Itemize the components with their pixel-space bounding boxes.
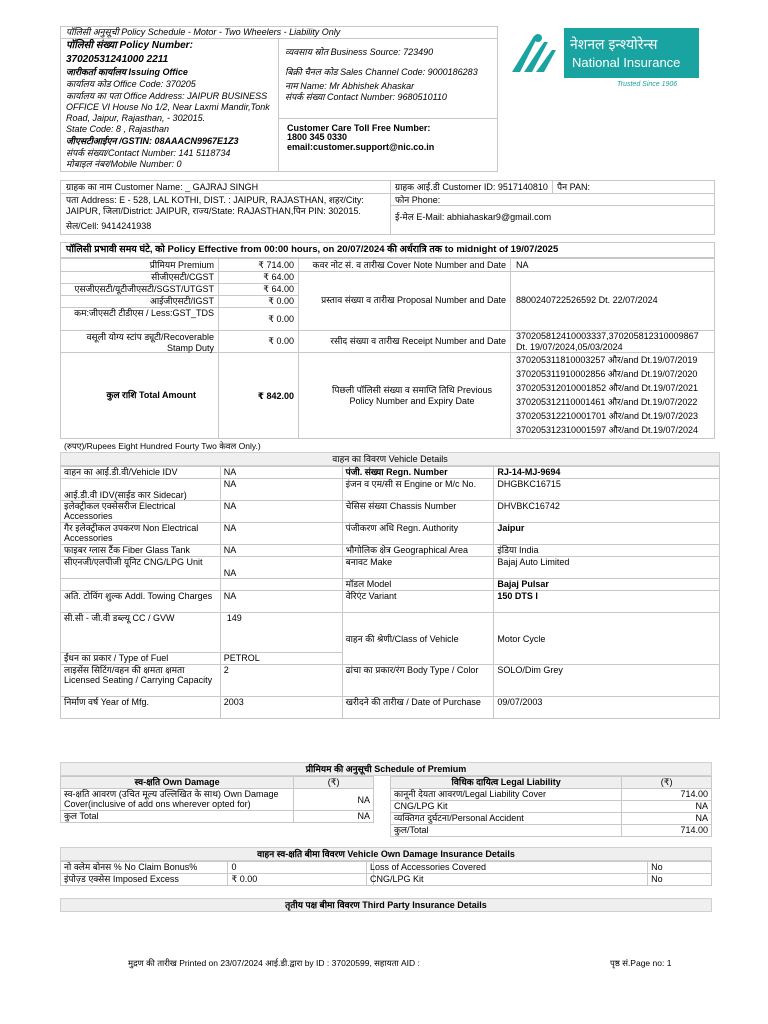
fiber-glass-tank-value: NA [220,545,342,557]
logo-english: National Insurance [572,55,681,70]
cc-gvw-value: 149 [220,613,342,653]
stamp-duty-label: वसूली योग्य स्टांप ड्यूटी/Recoverable Stamp Duty [86,332,214,353]
imposed-excess-label: इंपोज़्ड एक्सेस Imposed Excess [61,874,228,886]
office-code: कार्यालय कोड Office Code: 370205 [66,79,196,89]
amount-in-words: (रुपए)/Rupees Eight Hundred Fourty Two केवल Only.) [64,441,261,451]
office-contact-number: संपर्क संख्या/Contact Number: 141 5118734 [66,148,231,158]
issuing-office: जारीकर्ता कार्यालय Issuing Office [66,67,188,77]
regn-number-label: पंजी. संख्या Regn. Number [342,467,494,479]
body-type-label: ढांचा का प्रकार/रंग Body Type / Color [342,665,494,697]
towing-charges-value: NA [220,591,342,613]
year-of-mfg-value: 2003 [220,697,342,719]
toll-free-label: Customer Care Toll Free Number: [287,123,431,133]
make-label: बनावट Make [342,557,494,579]
gstin: जीएसटीआईएन /GSTIN: 08AAACN9967E1Z3 [66,136,239,146]
personal-accident-value: NA [622,813,712,825]
gst-tds-value: ₹ 0.00 [268,314,294,324]
third-party-title: तृतीय पक्ष बीमा विवरण Third Party Insurance Details [60,898,712,912]
previous-policy-value: 370205312310001597 और/and Dt.19/07/2024 [516,425,699,435]
vehicle-details-table [60,466,720,719]
cng-lpg-kit-value: NA [622,801,712,813]
blank-cell [220,579,342,591]
receipt-value: 370205812410003337,370205812310009867 Dt. 19/07/2024,05/03/2024 [516,331,699,352]
non-electrical-accessories-value: NA [220,523,342,545]
body-type-value: SOLO/Dim Grey [494,665,720,697]
sidecar-idv-value: NA [220,479,342,501]
regn-authority-value: Jaipur [494,523,720,545]
cng-lpg-unit-label: सीएनजी/एलपीजी यूनिट CNG/LPG Unit [61,557,221,579]
national-insurance-logo [506,28,699,78]
own-damage-total-value: NA [294,811,374,823]
previous-policy-label: पिछली पॉलिसी संख्या व समाप्ति तिथि Previous Policy Number and Expiry Date [332,385,492,406]
rupee-header: (₹) [622,777,712,789]
cover-note-label: कवर नोट सं. व तारीख Cover Note Number and Date [312,260,506,270]
sgst-label: एसजीएसटी/यूटीजीएसटी/SGST/UTGST [74,284,214,294]
policy-number-label: पॉलिसी संख्या Policy Number: [66,40,193,51]
geographical-area-label: भौगोलिक क्षेत्र Geographical Area [342,545,494,557]
total-amount-value: ₹ 842.00 [257,391,294,401]
vehicle-class-value: Motor Cycle [494,613,720,665]
customer-address: पता Address: E - 528, LAL KOTHI, DIST. : JAIPUR, RAJASTHAN, शहर/City: JAIPUR, जिला/District: JAIPUR, राज्य/State: RAJASTHAN,पिन PIN: 302015. [66,195,364,216]
total-amount-label: कुल राशि Total Amount [106,390,196,400]
non-electrical-accessories-label: गैर इलेक्ट्रीकल उपकरण Non Electrical Accessories [61,523,221,545]
od-cng-lpg-kit-label: CNG/LPG Kit [367,874,648,886]
legal-liability-table [390,776,712,837]
schedule-of-premium-title: प्रीमियम की अनुसूची Schedule of Premium [60,762,712,776]
agent-name: नाम Name: Mr Abhishek Ahaskar [285,81,415,91]
engine-number-value: DHGBKC16715 [494,479,720,501]
customer-id: ग्राहक आई.डी Customer ID: 9517140810 [395,182,548,192]
mobile-number: मोबाइल नंबर/Mobile Number: 0 [66,159,182,169]
rupee-header: (₹) [294,777,374,789]
own-damage-table [60,776,374,823]
igst-label: आईजीएसटी/IGST [149,296,214,306]
fuel-type-label: ईंधन का प्रकार / Type of Fuel [61,653,221,665]
loss-of-accessories-label: Loss of Accessories Covered [367,862,648,874]
schedule-title: पॉलिसी अनुसूची Policy Schedule - Motor - Two Wheelers - Liability Only [66,27,341,37]
legal-liability-cover-label: कानूनी देयता आवरण/Legal Liability Cover [391,789,622,801]
seating-capacity-label: लाइसेंस सिटिंग/वहन की क्षमता क्षमता Licensed Seating / Carrying Capacity [61,665,221,697]
cng-lpg-unit-value: NA [220,557,342,579]
peacock-emblem-icon [506,28,564,78]
customer-pan: पैन PAN: [557,182,590,192]
od-details-title: वाहन स्व-क्षति बीमा विवरण Vehicle Own Damage Insurance Details [60,847,712,861]
legal-liability-total-value: 714.00 [622,825,712,837]
cc-gvw-label: सी.सी - जी.वी डब्ल्यू CC / GVW [61,613,221,653]
vehicle-idv-label: वाहन का आई.डी.वी/Vehicle IDV [61,467,221,479]
legal-liability-cover-value: 714.00 [622,789,712,801]
electrical-accessories-label: इलेक्ट्रीकल एक्सेसरीज Electrical Accessories [61,501,221,523]
previous-policy-value: 370205311810003257 और/and Dt.19/07/2019 [516,355,698,365]
policy-number: 37020531241000 2211 [66,54,169,65]
previous-policy-value: 370205311910002856 और/and Dt.19/07/2020 [516,369,698,379]
sgst-value: ₹ 64.00 [263,284,294,294]
customer-phone: फोन Phone: [395,195,441,205]
own-damage-header: स्व-क्षति Own Damage [61,777,294,789]
cng-lpg-kit-label: CNG/LPG Kit [391,801,622,813]
od-details-left-table [60,861,374,886]
state-code: State Code: 8 , Rajasthan [66,124,170,134]
chassis-number-label: चेसिस संख्या Chassis Number [342,501,494,523]
previous-policy-value: 370205312010001852 और/and Dt.19/07/2021 [516,383,699,393]
policy-period: पॉलिसी प्रभावी समय घंटे, को Policy Effective from 00:00 hours, on 20/07/2024 की अर्धरात्रि तक to midnight of 19/07/2025 [66,244,559,255]
year-of-mfg-label: निर्माण वर्ष Year of Mfg. [61,697,221,719]
agent-contact-number: संपर्क संख्या Contact Number: 9680510110 [285,92,447,102]
logo-hindi: नेशनल इन्श्योरेन्स [570,36,658,52]
premium-value: ₹ 714.00 [258,260,294,270]
page-number: पृष्ठ सं.Page no: 1 [610,958,672,968]
cgst-label: सीजीएसटी/CGST [151,272,214,282]
business-source: व्यवसाय स्रोत Business Source: 723490 [285,47,434,57]
toll-free-number: 1800 345 0330 [287,132,348,142]
logo-tagline: Trusted Since 1906 [617,81,678,88]
proposal-label: प्रस्ताव संख्या व तारीख Proposal Number and Date [321,295,506,305]
legal-liability-total-label: कुल/Total [391,825,622,837]
printed-on: मुद्रण की तारीख Printed on 23/07/2024 आई.डी.द्वारा by ID : 37020599, सहायता AID : [128,958,420,968]
chassis-number-value: DHVBKC16742 [494,501,720,523]
vehicle-details-title: वाहन का विवरण Vehicle Details [60,452,720,466]
customer-cell: सेल/Cell: 9414241938 [66,221,152,231]
customer-name: ग्राहक का नाम Customer Name: _ GAJRAJ SINGH [66,182,259,192]
proposal-value: 8800240722526592 Dt. 22/07/2024 [516,295,658,305]
own-damage-cover-label: स्व-क्षति आवरण (उचित मूल्य उल्लिखित के साथ) Own Damage Cover(inclusive of add ons wherever opted for) [61,789,294,811]
previous-policy-value: 370205312210001701 और/and Dt.19/07/2023 [516,411,699,421]
regn-number-value: RJ-14-MJ-9694 [494,467,720,479]
legal-liability-header: विधिक दायित्व Legal Liability [391,777,622,789]
vehicle-class-label: वाहन की श्रेणी/Class of Vehicle [342,613,494,665]
own-damage-total-label: कुल Total [61,811,294,823]
loss-of-accessories-value: No [648,862,712,874]
regn-authority-label: पंजीकरण अधि Regn. Authority [342,523,494,545]
variant-value: 150 DTS I [494,591,720,613]
own-damage-cover-value: NA [294,789,374,811]
model-value: Bajaj Pulsar [494,579,720,591]
model-label: मॉडल Model [342,579,494,591]
customer-email[interactable]: ई-मेल E-Mail: abhiahaskar9@gmail.com [395,212,552,222]
no-claim-bonus-value: 0 [228,862,374,874]
seating-capacity-value: 2 [220,665,342,697]
make-value: Bajaj Auto Limited [494,557,720,579]
stamp-duty-value: ₹ 0.00 [268,336,294,346]
sales-channel-code: बिक्री चैनल कोड Sales Channel Code: 9000186283 [285,67,478,77]
purchase-date-label: खरीदने की तारीख / Date of Purchase [342,697,494,719]
cover-note-value: NA [516,260,529,270]
receipt-label: रसीद संख्या व तारीख Receipt Number and Date [330,336,506,346]
fiber-glass-tank-label: फाइबर ग्लास टैंक Fiber Glass Tank [61,545,221,557]
electrical-accessories-value: NA [220,501,342,523]
cgst-value: ₹ 64.00 [263,272,294,282]
purchase-date-value: 09/07/2003 [494,697,720,719]
imposed-excess-value: ₹ 0.00 [228,874,374,886]
igst-value: ₹ 0.00 [268,296,294,306]
gst-tds-label: कम:जीएसटी टीडीएस / Less:GST_TDS [74,308,214,318]
premium-label: प्रीमियम Premium [149,260,214,270]
blank-cell [61,579,221,591]
engine-number-label: इंजन व एम/सी स Engine or M/c No. [342,479,494,501]
no-claim-bonus-label: नो क्लेम बोनस % No Claim Bonus% [61,862,228,874]
towing-charges-label: अति. टोविंग शुल्क Addl. Towing Charges [61,591,221,613]
fuel-type-value: PETROL [220,653,342,665]
geographical-area-value: इंडिया India [494,545,720,557]
personal-accident-label: व्यक्तिगत दुर्घटना/Personal Accident [391,813,622,825]
office-address: कार्यालय का पता Office Address: JAIPUR BUSINESS OFFICE VI House No 1/2, Near Laxmi Mandir,Tonk Road, Jaipur, Rajasthan, - 302015. [66,91,270,123]
od-details-right-table [366,861,712,886]
od-cng-lpg-kit-value: No [648,874,712,886]
previous-policy-value: 370205312110001461 और/and Dt.19/07/2022 [516,397,698,407]
sidecar-idv-label: आई.डी.वी IDV(साईड कार Sidecar) [61,479,221,501]
variant-label: वेरिएंट Variant [342,591,494,613]
vehicle-idv-value: NA [220,467,342,479]
support-email[interactable]: email:customer.support@nic.co.in [287,142,435,152]
